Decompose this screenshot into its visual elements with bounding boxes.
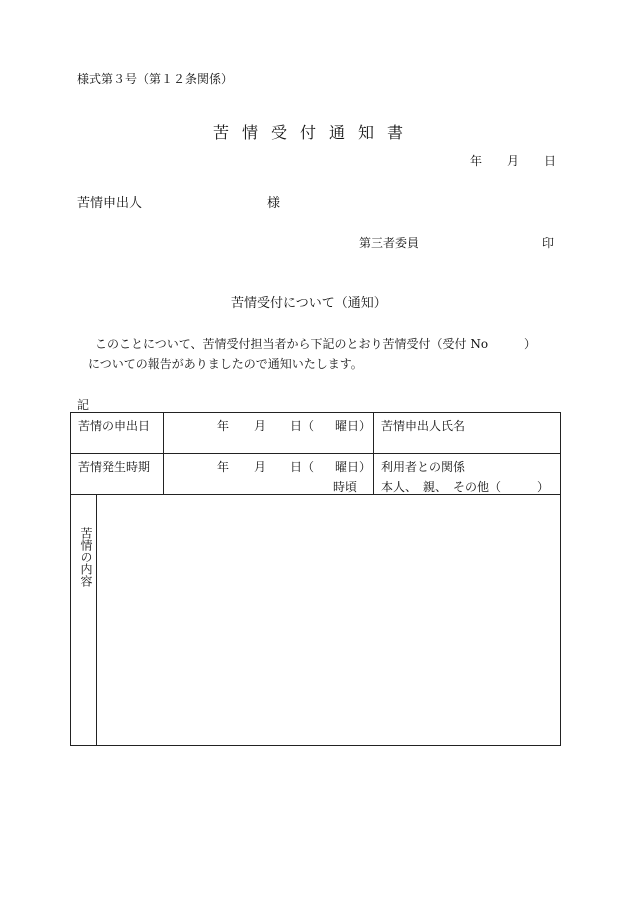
date-month: 月 — [507, 154, 520, 168]
title-char: 知 — [358, 123, 376, 142]
date-year: 年 — [470, 154, 483, 168]
occurrence-date-year: 年 — [217, 460, 230, 474]
occurrence-date-weekday[interactable]: 曜日） — [335, 460, 372, 474]
complaint-content-label: 苦情の内容 — [79, 527, 93, 587]
title-char: 付 — [300, 123, 318, 142]
request-date-weekday[interactable]: 曜日） — [335, 419, 372, 433]
relationship-label: 利用者との関係 — [381, 460, 466, 474]
document-title — [213, 120, 407, 143]
occurrence-time[interactable]: 時頃 — [333, 480, 358, 494]
body-line-2: についての報告がありましたので通知いたします。 — [88, 357, 363, 371]
relationship-options[interactable]: 本人、 親、 その他（ ） — [381, 480, 550, 494]
request-date-month[interactable]: 月 — [254, 419, 267, 433]
sender-label: 第三者委員 — [359, 236, 420, 250]
title-char: 情 — [242, 123, 260, 142]
request-date-year: 年 — [217, 419, 230, 433]
column-divider — [373, 413, 374, 494]
recipient-honorific: 様 — [267, 196, 281, 211]
occurrence-date-label: 苦情発生時期 — [78, 460, 151, 474]
request-date-label: 苦情の申出日 — [78, 419, 151, 433]
title-char: 受 — [271, 123, 289, 142]
occurrence-date-day[interactable]: 日（ — [290, 460, 315, 474]
complaint-form-table — [70, 412, 561, 746]
date-day: 日 — [544, 154, 557, 168]
seal-mark: 印 — [542, 236, 555, 250]
form-number: 様式第３号（第１２条関係） — [77, 72, 234, 86]
record-mark: 記 — [77, 398, 90, 412]
row-divider — [71, 453, 560, 454]
body-line-1: このことについて、苦情受付担当者から下記のとおり苦情受付（受付 No ） — [95, 337, 537, 351]
title-char: 書 — [387, 123, 405, 142]
title-char: 通 — [329, 123, 347, 142]
complainant-name-label: 苦情申出人氏名 — [381, 419, 466, 433]
request-date-day[interactable]: 日（ — [290, 419, 315, 433]
subject-line: 苦情受付について（通知） — [231, 296, 387, 311]
column-divider — [163, 413, 164, 494]
recipient-label: 苦情申出人 — [77, 196, 143, 211]
complaint-content-area[interactable] — [103, 501, 553, 737]
occurrence-date-month[interactable]: 月 — [254, 460, 267, 474]
column-divider — [96, 494, 97, 746]
title-char: 苦 — [213, 123, 231, 142]
